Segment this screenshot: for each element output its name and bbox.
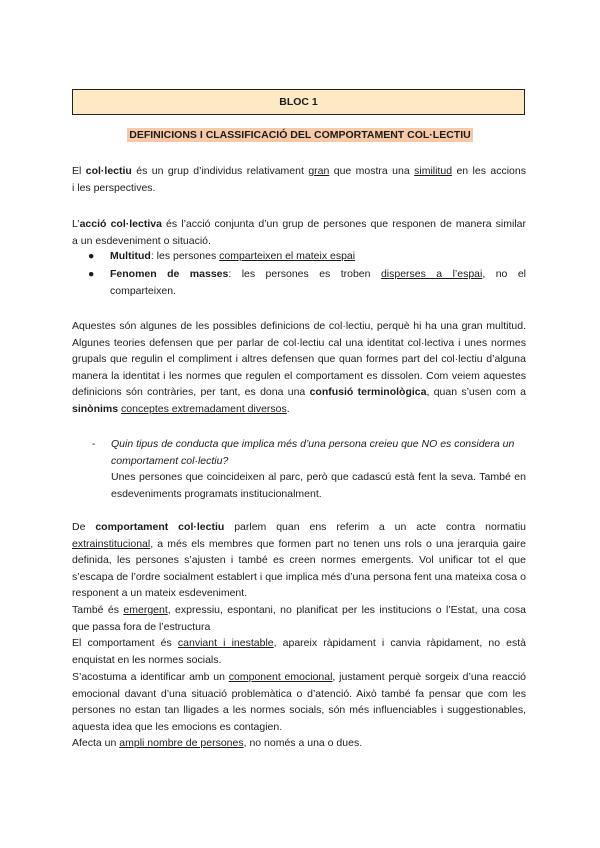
paragraph-collectiu: El col·lectiu és un grup d’individus relativament gran que mostra una similitud en les accions i les perspectives. (72, 165, 526, 194)
paragraph-definicions: Aquestes són algunes de les possibles definicions de col·lectiu, perquè hi ha una gran multitud. Algunes teories defensen que per parlar de col·lectiu cal una identitat col·lectiva i unes normes grupals que regulin el compliment i altres defensen que quan formes part del col·lectiu d’alguna manera la identitat i les normes que regulen el comportament es dissolen. Com veiem aquestes definicions són contràries, per tant, es dona una confusió terminològica, quan s’usen com a sinònims conceptes extremadament diversos. (72, 320, 526, 415)
paragraph-canviant: El comportament és canviant i inestable, apareix ràpidament i canvia ràpidament, no està enquistat en les normes socials. (72, 637, 527, 666)
bloc-title-box (72, 89, 525, 115)
list-item-fenomen-masses: ● Fenomen de masses: les persones es troben disperses a l’espai, no el comparteixen. (88, 268, 527, 297)
answer-text: Unes persones que coincideixen al parc, però que cadascú està fent la seva. També en esdeveniments programats institucionalment. (111, 471, 526, 500)
paragraph-emergent: També és emergent, expressiu, espontani, no planificat per les institucions o l’Estat, una cosa que passa fora de l’estructura (72, 604, 526, 633)
paragraph-accio-collectiva: L’acció col·lectiva és l’acció conjunta d’un grup de persones que responen de manera similar a un esdeveniment o situació. (72, 218, 526, 247)
list-item-multitud: ● Multitud: les persones comparteixen el mateix espai (88, 248, 526, 265)
section-subtitle (0, 129, 600, 141)
section-subtitle-text: DEFINICIONS I CLASSIFICACIÓ DEL COMPORTAMENT COL·LECTIU (129, 129, 471, 141)
bloc-title: BLOC 1 (279, 96, 318, 108)
paragraph-emocional: S’acostuma a identificar amb un component emocional, justament perquè sorgeix d’una reacció emocional davant d’una situació problemàtica o d’atenció. Això també fa pensar que com les persones no estan tan lligades a les normes socials, són més influenciables i suggestionables, aquesta idea que les emocions es contagien. (72, 671, 526, 733)
bullet-icon: ● (88, 268, 95, 280)
dash-marker: - (92, 438, 96, 450)
question-text: Quin tipus de conducta que implica més d’una persona creieu que NO es considera un comportament col·lectiu? (111, 438, 515, 467)
paragraph-comportament-collectiu: De comportament col·lectiu parlem quan ens referim a un acte contra normatiu extrainstitucional, a més els membres que formen part no tenen uns rols o una jerarquia gaire definida, les persones s’ajusten i també es creen normes emergents. Vol unificar tot el que s’escapa de l’ordre socialment establert i que implica més d’una persona fent una mateixa cosa o responent a un mateix esdeveniment. (72, 521, 526, 599)
paragraph-afecta: Afecta un ampli nombre de persones, no només a una o dues. (72, 737, 363, 749)
bullet-icon: ● (88, 250, 95, 262)
